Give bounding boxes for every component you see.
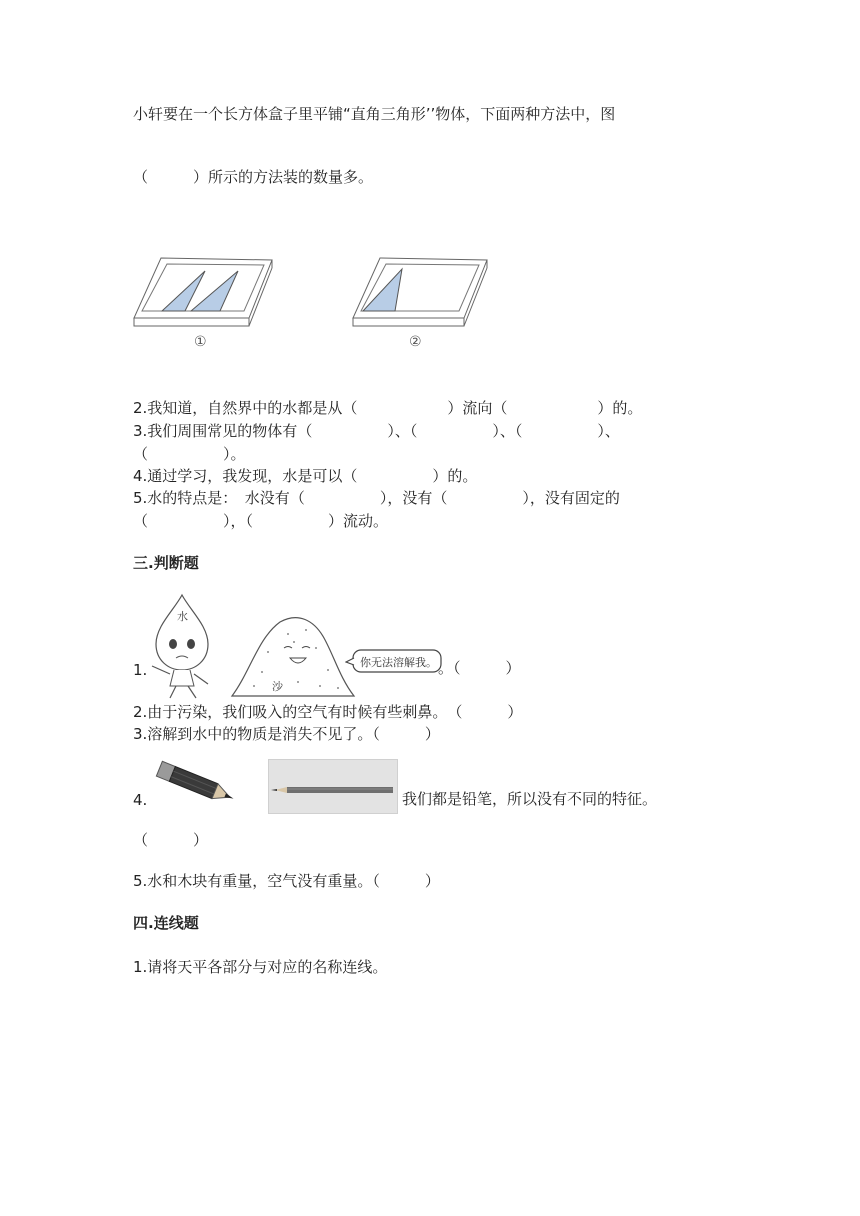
section4-heading: 四.连线题	[133, 914, 199, 932]
judge-q1-tail: 。（ ）	[438, 659, 521, 677]
judge-q4-text: 我们都是铅笔，所以没有不同的特征。	[402, 790, 658, 808]
short-pencil-illustration	[150, 756, 244, 814]
judge-q2: 2.由于污染，我们吸入的空气有时候有些刺鼻。 （ ）	[133, 703, 523, 721]
fill-blank-q5-line1: 5.水的特点是： 水没有（ ），没有（ ），没有固定的	[133, 489, 620, 507]
judge-q4-number: 4.	[133, 791, 148, 809]
water-char-label: 水	[177, 610, 188, 623]
fill-blank-q3-line1: 3.我们周围常见的物体有（ ）、（ ）、（ ）、	[133, 422, 620, 440]
speech-bubble	[345, 648, 445, 676]
judge-q3: 3.溶解到水中的物质是消失不见了。（ ）	[133, 725, 440, 743]
judge-q4-blank: （ ）	[133, 831, 209, 849]
speech-bubble-text: 你无法溶解我。	[360, 656, 437, 669]
fill-blank-q4: 4.通过学习，我发现，水是可以（ ）的。	[133, 467, 478, 485]
fill-blank-q5-line2: （ ），（ ）流动。	[133, 512, 389, 530]
problem-text-line2: （ ）所示的方法装的数量多。	[133, 168, 374, 186]
sand-char-label: 沙	[272, 680, 283, 693]
figure-2-label: ②	[409, 334, 422, 350]
judge-q5: 5.水和木块有重量，空气没有重量。（ ）	[133, 872, 440, 890]
water-drop-character-illustration	[144, 592, 216, 702]
sand-pile-character-illustration	[228, 612, 358, 700]
box-figure-2	[347, 252, 497, 352]
fill-blank-q2: 2.我知道，自然界中的水都是从（ ）流向（ ）的。	[133, 399, 643, 417]
section3-heading: 三.判断题	[133, 554, 199, 572]
matching-q1: 1.请将天平各部分与对应的名称连线。	[133, 958, 388, 976]
fill-blank-q3-line2: （ ）。	[133, 445, 246, 463]
figure-1-label: ①	[194, 334, 207, 350]
judge-q1-number: 1.	[133, 661, 148, 679]
problem-text-line1: 小轩要在一个长方体盒子里平铺“直角三角形’’物体，下面两种方法中，图	[133, 105, 616, 123]
long-pencil-photo	[268, 759, 398, 814]
